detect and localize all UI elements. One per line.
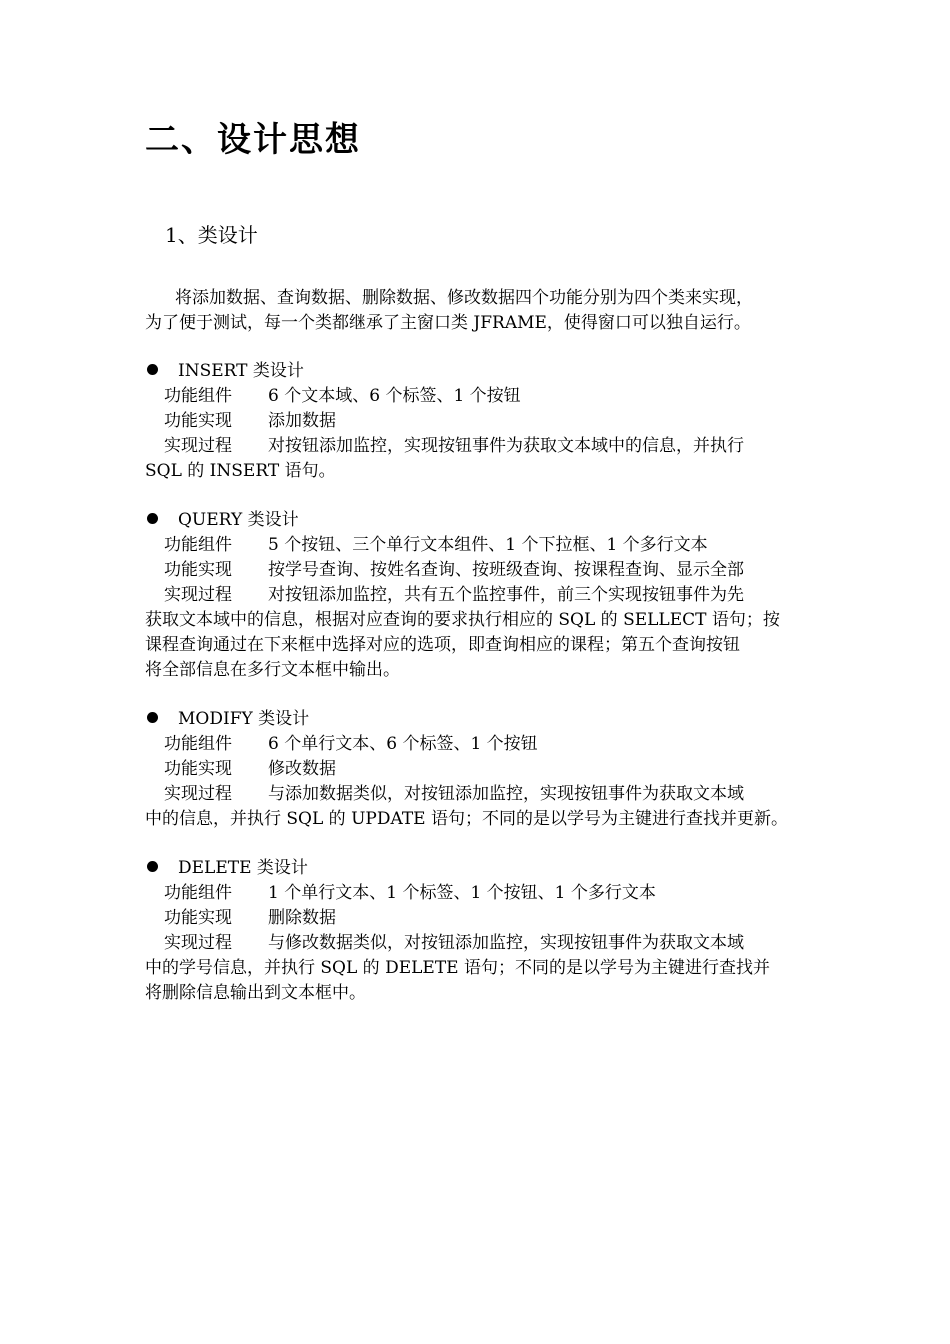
components-value: 6 个文本域、6 个标签、1 个按钮 [268,386,521,406]
function-row [145,409,810,434]
section-title: MODIFY 类设计 [178,709,310,729]
function-label: 功能实现 [164,759,232,779]
components-value: 1 个单行文本、1 个标签、1 个按钮、1 个多行文本 [268,883,656,903]
process-row [145,782,810,807]
process-value: 与添加数据类似，对按钮添加监控，实现按钮事件为获取文本域 [268,784,744,804]
function-row [145,906,810,931]
process-row [145,583,810,608]
function-label: 功能实现 [164,560,232,580]
function-label: 功能实现 [164,411,232,431]
section-heading: 二、设计思想 [145,120,361,160]
process-continuation: 课程查询通过在下来框中选择对应的选项，即查询相应的课程；第五个查询按钮 [145,635,740,655]
process-value: 与修改数据类似，对按钮添加监控，实现按钮事件为获取文本域 [268,933,744,953]
components-label: 功能组件 [164,535,232,555]
process-label: 实现过程 [164,784,232,804]
function-label: 功能实现 [164,908,232,928]
components-value: 5 个按钮、三个单行文本组件、1 个下拉框、1 个多行文本 [268,535,708,555]
section-title: QUERY 类设计 [178,510,299,530]
section-title-row [145,856,810,881]
process-label: 实现过程 [164,933,232,953]
components-value: 6 个单行文本、6 个标签、1 个按钮 [268,734,538,754]
process-continuation: SQL 的 INSERT 语句。 [145,461,336,481]
process-continuation: 获取文本域中的信息，根据对应查询的要求执行相应的 SQL 的 SELLECT 语句；按 [145,610,780,630]
intro-line: 为了便于测试，每一个类都继承了主窗口类 JFRAME，使得窗口可以独自运行。 [145,313,751,333]
class-section-modify [145,707,810,832]
process-row [145,434,810,459]
process-continuation: 将全部信息在多行文本框中输出。 [145,660,400,680]
process-label: 实现过程 [164,585,232,605]
bullet-icon [147,712,158,723]
process-continuation: 中的学号信息，并执行 SQL 的 DELETE 语句；不同的是以学号为主键进行查找并 [145,958,770,978]
process-value: 对按钮添加监控，实现按钮事件为获取文本域中的信息，并执行 [268,436,744,456]
process-continuation: 将删除信息输出到文本框中。 [145,983,366,1003]
components-row [145,881,810,906]
section-title-row [145,359,810,384]
function-row [145,757,810,782]
function-value: 添加数据 [268,411,336,431]
section-title: DELETE 类设计 [178,858,308,878]
function-value: 删除数据 [268,908,336,928]
section-title-row [145,508,810,533]
class-section-query [145,508,810,683]
components-label: 功能组件 [164,734,232,754]
intro-line: 将添加数据、查询数据、删除数据、修改数据四个功能分别为四个类来实现， [175,288,753,308]
subsection-heading: 1、类设计 [165,223,258,247]
process-value: 对按钮添加监控，共有五个监控事件，前三个实现按钮事件为先 [268,585,744,605]
process-row [145,931,810,956]
process-continuation: 中的信息，并执行 SQL 的 UPDATE 语句；不同的是以学号为主键进行查找并更新。 [145,809,788,829]
process-label: 实现过程 [164,436,232,456]
function-value: 修改数据 [268,759,336,779]
intro-paragraph [145,286,810,336]
section-title: INSERT 类设计 [178,361,304,381]
class-section-insert [145,359,810,484]
components-label: 功能组件 [164,883,232,903]
components-row [145,533,810,558]
class-section-delete [145,856,810,1006]
bullet-icon [147,513,158,524]
section-title-row [145,707,810,732]
function-row [145,558,810,583]
components-row [145,732,810,757]
bullet-icon [147,364,158,375]
components-row [145,384,810,409]
bullet-icon [147,861,158,872]
components-label: 功能组件 [164,386,232,406]
function-value: 按学号查询、按姓名查询、按班级查询、按课程查询、显示全部 [268,560,744,580]
